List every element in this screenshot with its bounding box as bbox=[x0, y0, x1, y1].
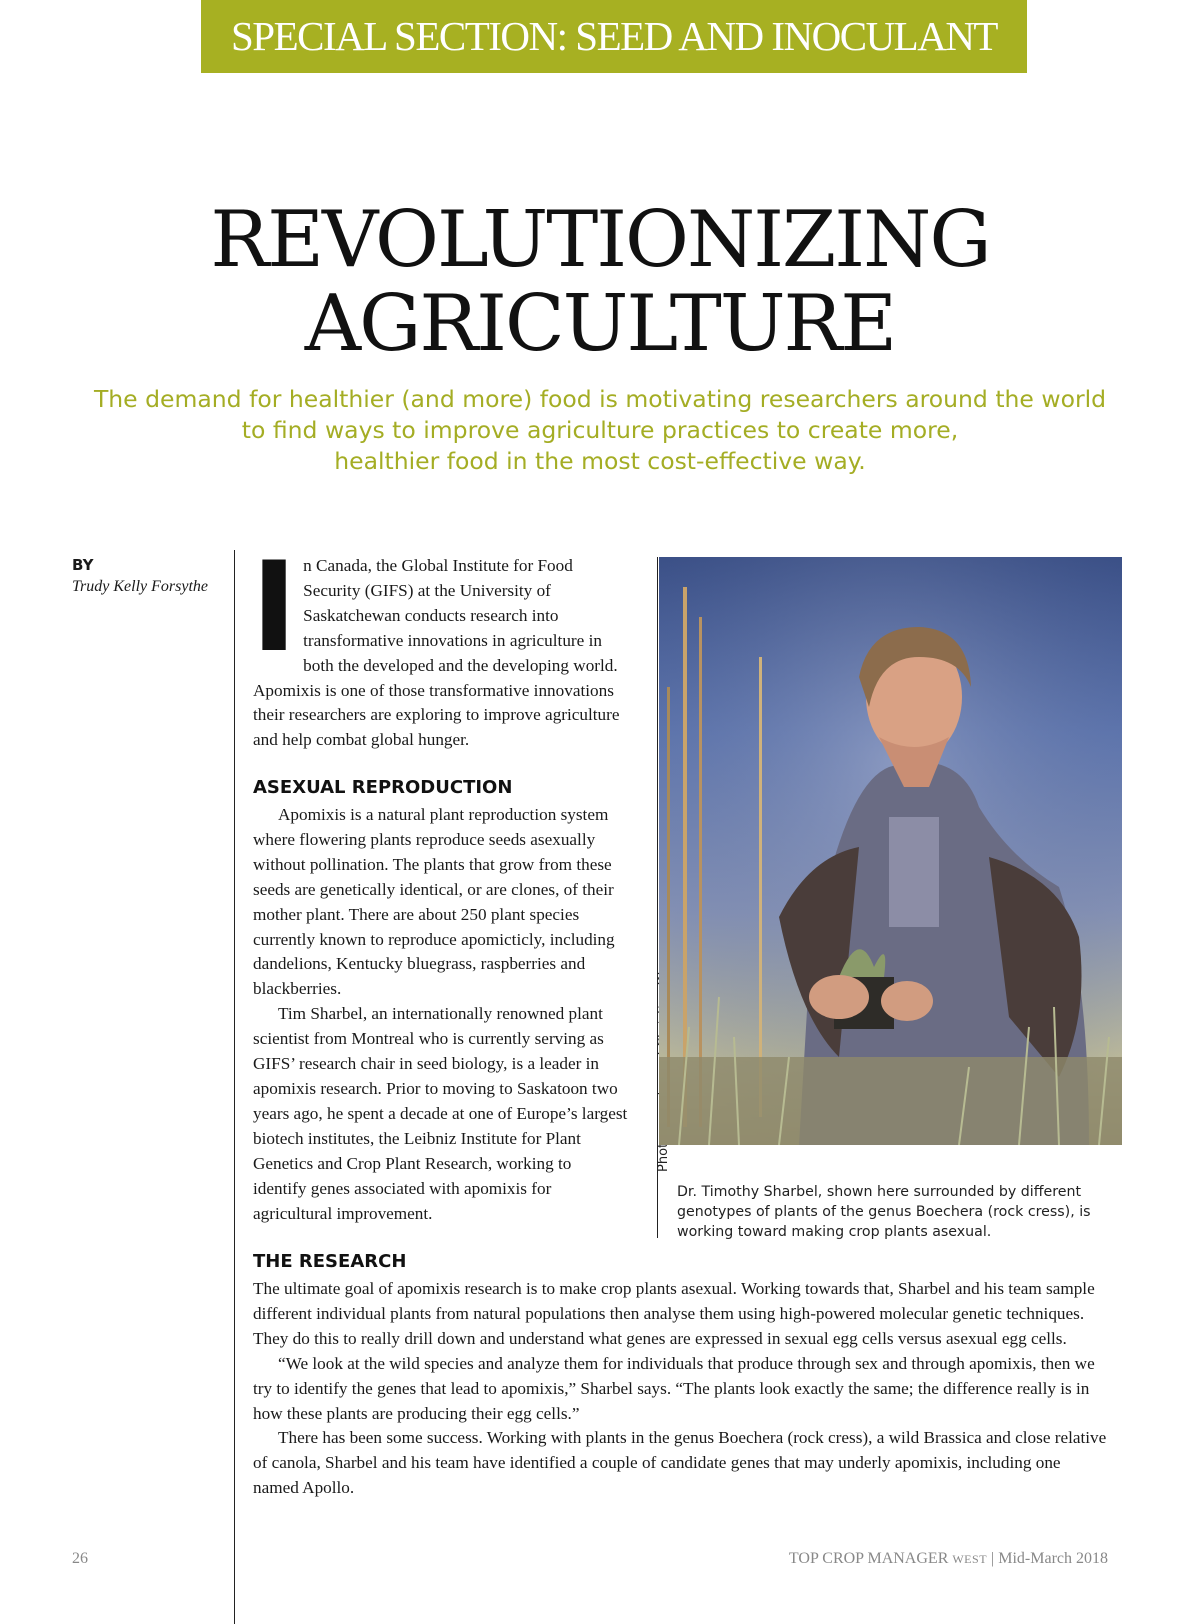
footer-separator: | bbox=[991, 1550, 995, 1567]
page-number: 26 bbox=[72, 1550, 88, 1567]
article-deck-line-1: The demand for healthier (and more) food is motivating researchers around the world bbox=[93, 385, 1107, 413]
byline-label: BY bbox=[72, 556, 94, 574]
intro-paragraph bbox=[251, 536, 629, 753]
byline-author: Trudy Kelly Forsythe bbox=[72, 578, 208, 595]
magazine-name: TOP CROP MANAGER bbox=[788, 1550, 949, 1567]
section-body-research bbox=[253, 1277, 1108, 1501]
issue-date: Mid-March 2018 bbox=[998, 1550, 1108, 1567]
article-deck-line-3: healthier food in the most cost-effective way. bbox=[334, 447, 866, 475]
body-paragraph: The ultimate goal of apomixis research is to make crop plants asexual. Working towards that, Sharbel and his team sample different individual plants from natural populations then analyse them using high-powered molecular genetic techniques. They do this to really drill down and understand what genes are expressed in sexual egg cells versus asexual egg cells. bbox=[253, 1279, 1095, 1348]
section-heading-asexual: ASEXUAL REPRODUCTION bbox=[253, 777, 513, 798]
article-deck-line-2: to find ways to improve agriculture practices to create more, bbox=[241, 416, 959, 444]
article-title-line-1: REVOLUTIONIZING bbox=[210, 195, 990, 285]
drop-cap: I bbox=[251, 536, 298, 680]
magazine-edition: WEST bbox=[952, 1552, 988, 1566]
section-body-asexual bbox=[253, 803, 629, 1226]
article-photo bbox=[659, 557, 1122, 1145]
body-paragraph: Apomixis is a natural plant reproduction system where flowering plants reproduce seeds asexually without pollination. The plants that grow from these seeds are genetically identical, or are clones, of their mother plant. There are about 250 plant species currently known to reproduce apomicticly, including dandelions, Kentucky bluegrass, raspberries and blackberries. bbox=[253, 805, 615, 999]
article-title bbox=[0, 195, 1200, 369]
body-paragraph: There has been some success. Working with plants in the genus Boechera (rock cress), a wild Brassica and close relative of canola, Sharbel and his team have identified a couple of candidate genes that may underly apomixis, including one named Apollo. bbox=[253, 1428, 1107, 1498]
photo-credit: Photos bbox=[656, 1128, 671, 1172]
body-paragraph: Tim Sharbel, an internationally renowned plant scientist from Montreal who is currently serving as GIFS’ research chair in seed biology, is a leader in apomixis research. Prior to moving to Saskatoon two years ago, he spent a decade at one of Europe’s largest biotech institutes, the Leibniz Institute for Plant Genetics and Crop Plant Research, working to identify genes associated with apomixis for agricultural improvement. bbox=[253, 1004, 628, 1223]
photo-caption: Dr. Timothy Sharbel, shown here surrounded by different genotypes of plants of the genus Boechera (rock cress), is working toward making crop plants asexual. bbox=[677, 1184, 1091, 1240]
article-deck bbox=[90, 384, 1110, 477]
column-divider bbox=[234, 550, 235, 1624]
body-paragraph: “We look at the wild species and analyze them for individuals that produce through sex and through apomixis, then we try to identify the genes that lead to apomixis,” Sharbel says. “The plants look exactly the same; the difference really is in how these plants are producing their egg cells.” bbox=[253, 1353, 1095, 1423]
article-title-line-2: AGRICULTURE bbox=[304, 279, 896, 369]
section-banner: SPECIAL SECTION: SEED AND INOCULANT bbox=[201, 0, 1027, 73]
running-footer bbox=[789, 1550, 1108, 1568]
section-heading-research: THE RESEARCH bbox=[253, 1251, 407, 1272]
intro-text: n Canada, the Global Institute for Food Security (GIFS) at the University of Saskatchewan conducts research into transformative innovations in agriculture in both the developed and the developing world. Apomixis is one of those transformative innovations their researchers are exploring to improve agriculture and help combat global hunger. bbox=[253, 556, 620, 750]
photo-caption-rule bbox=[657, 557, 658, 1238]
photo-illustration bbox=[659, 557, 1122, 1145]
